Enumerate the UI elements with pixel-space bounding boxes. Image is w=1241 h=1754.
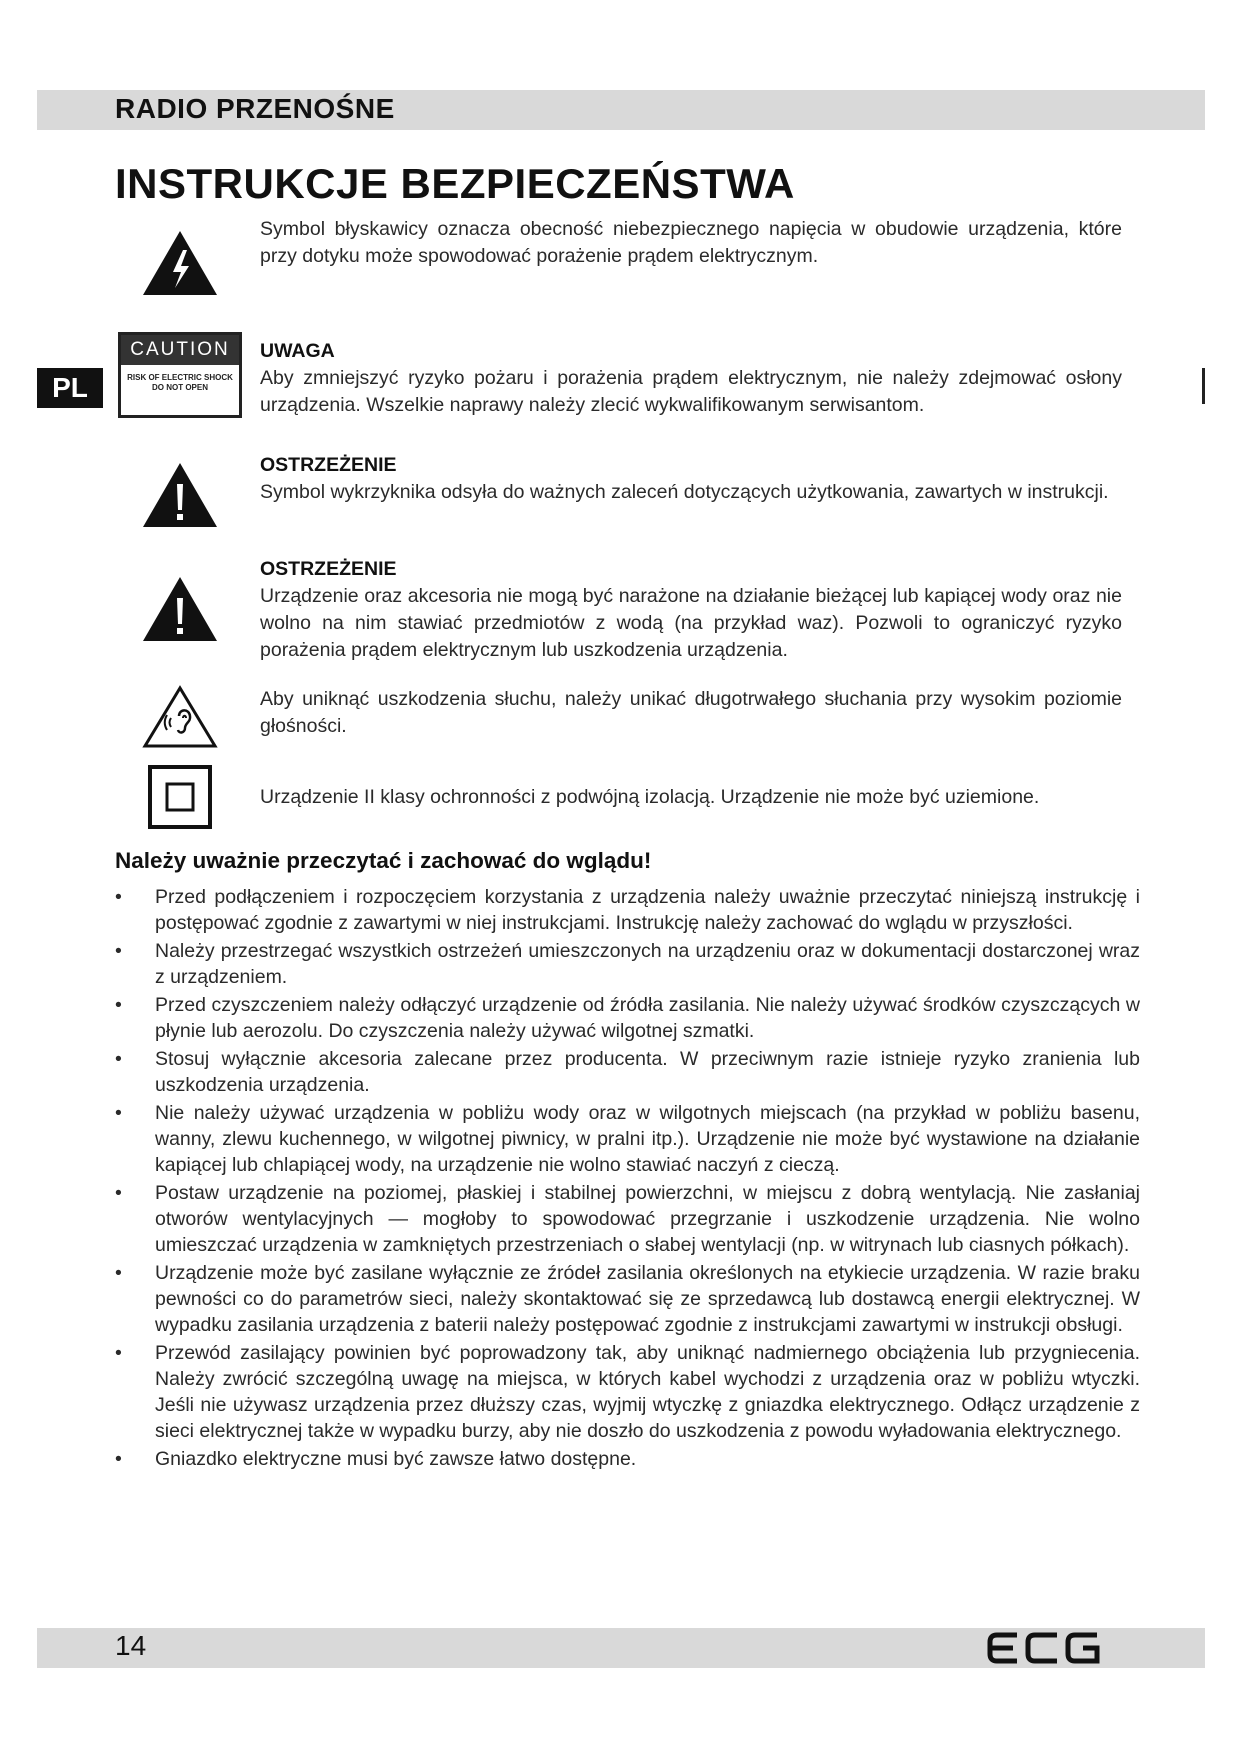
exclamation-warning-icon xyxy=(115,460,245,530)
list-item: • Postaw urządzenie na poziomej, płaskiej i stabilnej powierzchni, w miejscu z dobrą wentylacją. Nie zasłaniaj otworów wentylacyjnych — mogłoby to spowodować przegrzanie i uszkodzenie urządzenia. Nie wolno umieszczać urządzenia w zamkniętych przestrzeniach o słabej wentylacji (np. w witrynach lub ciasnych półkach). xyxy=(115,1182,1140,1256)
caution-label-line2: DO NOT OPEN xyxy=(151,383,208,392)
caution-label-line1: RISK OF ELECTRIC SHOCK xyxy=(127,373,233,382)
lightning-warning-icon xyxy=(115,228,245,298)
ecg-logo xyxy=(985,1630,1105,1671)
symbol-text-exclamation-1: OSTRZEŻENIE Symbol wykrzyknika odsyła do ważnych zaleceń dotyczących użytkowania, zawartych w instrukcji. xyxy=(260,452,1122,506)
double-insulation-icon xyxy=(115,764,245,830)
list-item: • Stosuj wyłącznie akcesoria zalecane przez producenta. W przeciwnym razie istnieje ryzyko zranienia lub uszkodzenia urządzenia. xyxy=(115,1048,1140,1096)
symbol-text-caution: UWAGA Aby zmniejszyć ryzyko pożaru i porażenia prądem elektrycznym, nie należy zdejmować osłony urządzenia. Wszelkie naprawy należy zlecić wykwalifikowanym serwisantom. xyxy=(260,340,1122,416)
symbol-text-exclamation-2: OSTRZEŻENIE Urządzenie oraz akcesoria nie mogą być narażone na działanie bieżącej lub kapiącej wody oraz nie wolno na nim stawiać przedmiotów z wodą (na przykład waz). Pozwoli to ograniczyć ryzyko porażenia prądem elektrycznym lub uszkodzenia urządzenia. xyxy=(260,558,1122,661)
page-number: 14 xyxy=(115,1630,147,1661)
hearing-warning-icon xyxy=(115,684,245,750)
list-item: • Przewód zasilający powinien być poprowadzony tak, aby uniknąć nadmiernego obciążenia lub przygniecenia. Należy zwrócić szczególną uwagę na miejsca, w których kabel wychodzi z urządzenia oraz w pobliżu wtyczki. Jeśli nie używasz urządzenia przez dłuższy czas, wyjmij wtyczkę z gniazdka elektrycznego. Odłącz urządzenie z sieci elektrycznej także w wypadku burzy, aby nie doszło do uszkodzenia z powodu wyładowania elektrycznego. xyxy=(115,1342,1140,1442)
warning-heading-1: OSTRZEŻENIE xyxy=(260,454,397,476)
symbol-text-lightning: Symbol błyskawicy oznacza obecność niebezpiecznego napięcia w obudowie urządzenia, które przy dotyku może spowodować porażenie prądem elektrycznym. xyxy=(260,218,1122,267)
warning-heading-2: OSTRZEŻENIE xyxy=(260,558,397,580)
list-item: • Nie należy używać urządzenia w pobliżu wody oraz w wilgotnych miejscach (na przykład w pobliżu basenu, wanny, zlewu kuchennego, w wilgotnej piwnicy, w pralni itp.). Urządzenie nie może być wystawione na działanie kapiącej lub chlapiącej wody, na urządzenie nie wolno stawiać naczyń z cieczą. xyxy=(115,1102,1140,1176)
list-item: • Przed podłączeniem i rozpoczęciem korzystania z urządzenia należy uważnie przeczytać niniejszą instrukcję i postępować zgodnie z zawartymi w niej instrukcjami. Instrukcję należy zachować do wglądu w przyszłości. xyxy=(115,886,1140,934)
page-title: INSTRUKCJE BEZPIECZEŃSTWA xyxy=(115,160,795,207)
language-tab: PL xyxy=(37,368,103,408)
symbol-text-double-insulation: Urządzenie II klasy ochronności z podwójną izolacją. Urządzenie nie może być uziemione. xyxy=(260,786,1040,808)
caution-label-icon xyxy=(115,332,245,418)
section-heading: Należy uważnie przeczytać i zachować do wglądu! xyxy=(115,848,652,873)
header-title: RADIO PRZENOŚNE xyxy=(115,93,395,124)
caution-label-title: CAUTION xyxy=(121,335,239,365)
list-item: • Przed czyszczeniem należy odłączyć urządzenie od źródła zasilania. Nie należy używać środków czyszczących w płynie lub aerozolu. Do czyszczenia należy używać wilgotnej szmatki. xyxy=(115,994,1140,1042)
list-item: • Gniazdko elektryczne musi być zawsze łatwo dostępne. xyxy=(115,1448,637,1470)
symbol-text-hearing: Aby uniknąć uszkodzenia słuchu, należy unikać długotrwałego słuchania przy wysokim poziomie głośności. xyxy=(260,688,1122,737)
list-item: • Urządzenie może być zasilane wyłącznie ze źródeł zasilania określonych na etykiecie urządzenia. W razie braku pewności co do parametrów sieci, należy skontaktować się ze sprzedawcą lub dostawcą energii elektrycznej. W wypadku zasilania urządzenia z baterii należy postępować zgodnie z instrukcjami zawartymi w instrukcji obsługi. xyxy=(115,1262,1140,1336)
list-item: • Należy przestrzegać wszystkich ostrzeżeń umieszczonych na urządzeniu oraz w dokumentacji dostarczonej wraz z urządzeniem. xyxy=(115,940,1140,988)
exclamation-warning-icon xyxy=(115,574,245,644)
margin-mark xyxy=(1202,368,1205,404)
caution-heading: UWAGA xyxy=(260,340,335,362)
bullet-list xyxy=(115,884,1140,1474)
